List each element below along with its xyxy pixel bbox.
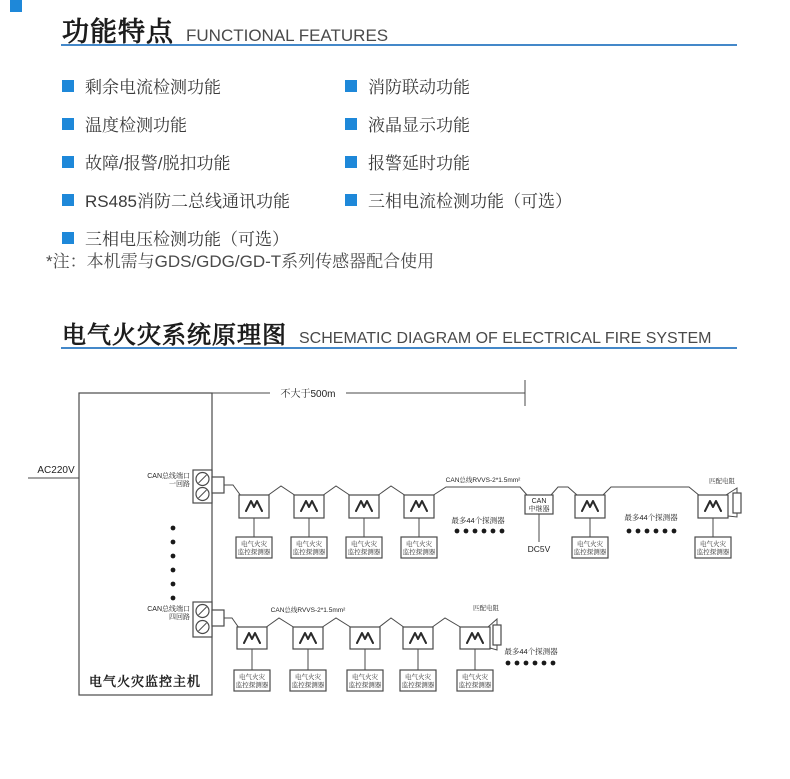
max-detectors-note (451, 515, 505, 533)
bus-row-1 (224, 475, 741, 558)
svg-text:电气火灾: 电气火灾 (405, 674, 431, 681)
sensor-module (400, 627, 436, 691)
ac-power-input (28, 465, 79, 478)
svg-text:电气火灾: 电气火灾 (700, 541, 726, 548)
bullet-square-icon (62, 118, 74, 130)
features-heading-rule (61, 44, 737, 46)
bullet-square-icon (345, 118, 357, 130)
svg-text:监控探测器: 监控探测器 (696, 549, 730, 556)
bus-cable-label: CAN总线RVVS-2*1.5mm² (270, 607, 346, 614)
svg-text:监控探测器: 监控探测器 (573, 549, 607, 556)
svg-text:监控探测器: 监控探测器 (347, 549, 381, 556)
can-port-2-loop: 四回路 (169, 614, 190, 621)
usage-note: *注：本机需与GDS/GDG/GD-T系列传感器配合使用 (46, 252, 435, 271)
schematic-heading-en: SCHEMATIC DIAGRAM OF ELECTRICAL FIRE SYSTEM (299, 330, 712, 347)
svg-text:CAN: CAN (531, 498, 547, 505)
svg-text:监控探测器: 监控探测器 (401, 682, 435, 689)
bus-row-2 (224, 603, 558, 691)
features-left-column (62, 73, 290, 250)
sensor-module-terminated (695, 476, 741, 558)
svg-text:监控探测器: 监控探测器 (292, 549, 326, 556)
svg-text:监控探测器: 监控探测器 (402, 549, 436, 556)
feature-item (345, 149, 572, 174)
bullet-square-icon (62, 232, 74, 244)
feature-label: 液晶显示功能 (368, 116, 470, 135)
matching-resistor-icon (733, 493, 741, 513)
bullet-square-icon (345, 194, 357, 206)
bus-cable-label: CAN总线RVVS-2*1.5mm² (445, 477, 521, 484)
svg-text:监控探测器: 监控探测器 (291, 682, 325, 689)
sensor-module (291, 495, 327, 558)
svg-text:监控探测器: 监控探测器 (237, 549, 271, 556)
features-right-column (345, 73, 572, 212)
can-port-1-loop: 一回路 (169, 481, 190, 488)
host-label: 电气火灾监控主机 (88, 674, 202, 689)
feature-item (345, 187, 572, 212)
can-port-1-label: CAN总线端口 (147, 473, 190, 480)
feature-label: 三相电压检测功能（可选） (85, 230, 289, 249)
bullet-square-icon (62, 156, 74, 168)
feature-item (62, 73, 290, 98)
svg-text:最多44个探测器: 最多44个探测器 (504, 647, 558, 656)
feature-item (62, 187, 290, 212)
svg-text:监控探测器: 监控探测器 (235, 682, 269, 689)
bullet-square-icon (62, 80, 74, 92)
feature-item (62, 149, 290, 174)
svg-text:电气火灾: 电气火灾 (406, 541, 432, 548)
matching-resistor-label: 匹配电阻 (709, 478, 735, 485)
bullet-square-icon (345, 156, 357, 168)
feature-label: RS485消防二总线通讯功能 (85, 192, 290, 211)
feature-item (62, 111, 290, 136)
dimension-label: 不大于500m (280, 389, 336, 400)
sensor-module (290, 627, 326, 691)
features-heading-cn: 功能特点 (62, 17, 174, 47)
feature-item (345, 73, 572, 98)
feature-label: 剩余电流检测功能 (85, 78, 221, 97)
svg-text:电气火灾: 电气火灾 (462, 674, 488, 681)
can-port-2-label: CAN总线端口 (147, 606, 190, 613)
host-unit (79, 393, 212, 695)
matching-resistor-icon (493, 625, 501, 645)
sensor-module-terminated (457, 603, 501, 691)
matching-resistor-label: 匹配电阻 (473, 605, 499, 612)
ac-power-label: AC220V (37, 465, 75, 476)
bullet-square-icon (62, 194, 74, 206)
svg-text:最多44个探测器: 最多44个探测器 (451, 516, 505, 525)
sensor-module (572, 495, 608, 558)
repeater-power-label: DC5V (527, 544, 551, 554)
page-corner-marker (10, 0, 22, 12)
features-heading-en: FUNCTIONAL FEATURES (186, 26, 389, 45)
sensor-module (401, 495, 437, 558)
schematic-heading-rule (61, 347, 737, 349)
svg-text:监控探测器: 监控探测器 (348, 682, 382, 689)
svg-text:电气火灾: 电气火灾 (352, 674, 378, 681)
sensor-module (346, 495, 382, 558)
svg-text:电气火灾: 电气火灾 (296, 541, 322, 548)
svg-text:最多44个探测器: 最多44个探测器 (624, 513, 678, 522)
feature-label: 三相电流检测功能（可选） (368, 192, 572, 211)
can-repeater (525, 495, 553, 554)
feature-item (345, 111, 572, 136)
max-detectors-note (504, 646, 558, 665)
bullet-square-icon (345, 80, 357, 92)
feature-label: 报警延时功能 (368, 154, 470, 173)
svg-text:电气火灾: 电气火灾 (239, 674, 265, 681)
feature-label: 消防联动功能 (368, 78, 470, 97)
schematic-diagram (0, 370, 790, 779)
svg-text:电气火灾: 电气火灾 (241, 541, 267, 548)
max-detectors-note (624, 512, 678, 533)
svg-text:电气火灾: 电气火灾 (295, 674, 321, 681)
schematic-heading-cn: 电气火灾系统原理图 (62, 322, 287, 349)
svg-text:监控探测器: 监控探测器 (458, 682, 492, 689)
feature-label: 温度检测功能 (85, 116, 187, 135)
svg-text:电气火灾: 电气火灾 (577, 541, 603, 548)
schematic-heading (62, 315, 712, 350)
sensor-module (234, 627, 270, 691)
svg-text:电气火灾: 电气火灾 (351, 541, 377, 548)
feature-label: 故障/报警/脱扣功能 (85, 154, 231, 173)
svg-text:中继器: 中继器 (528, 506, 550, 513)
sensor-module (347, 627, 383, 691)
sensor-module (236, 495, 272, 558)
